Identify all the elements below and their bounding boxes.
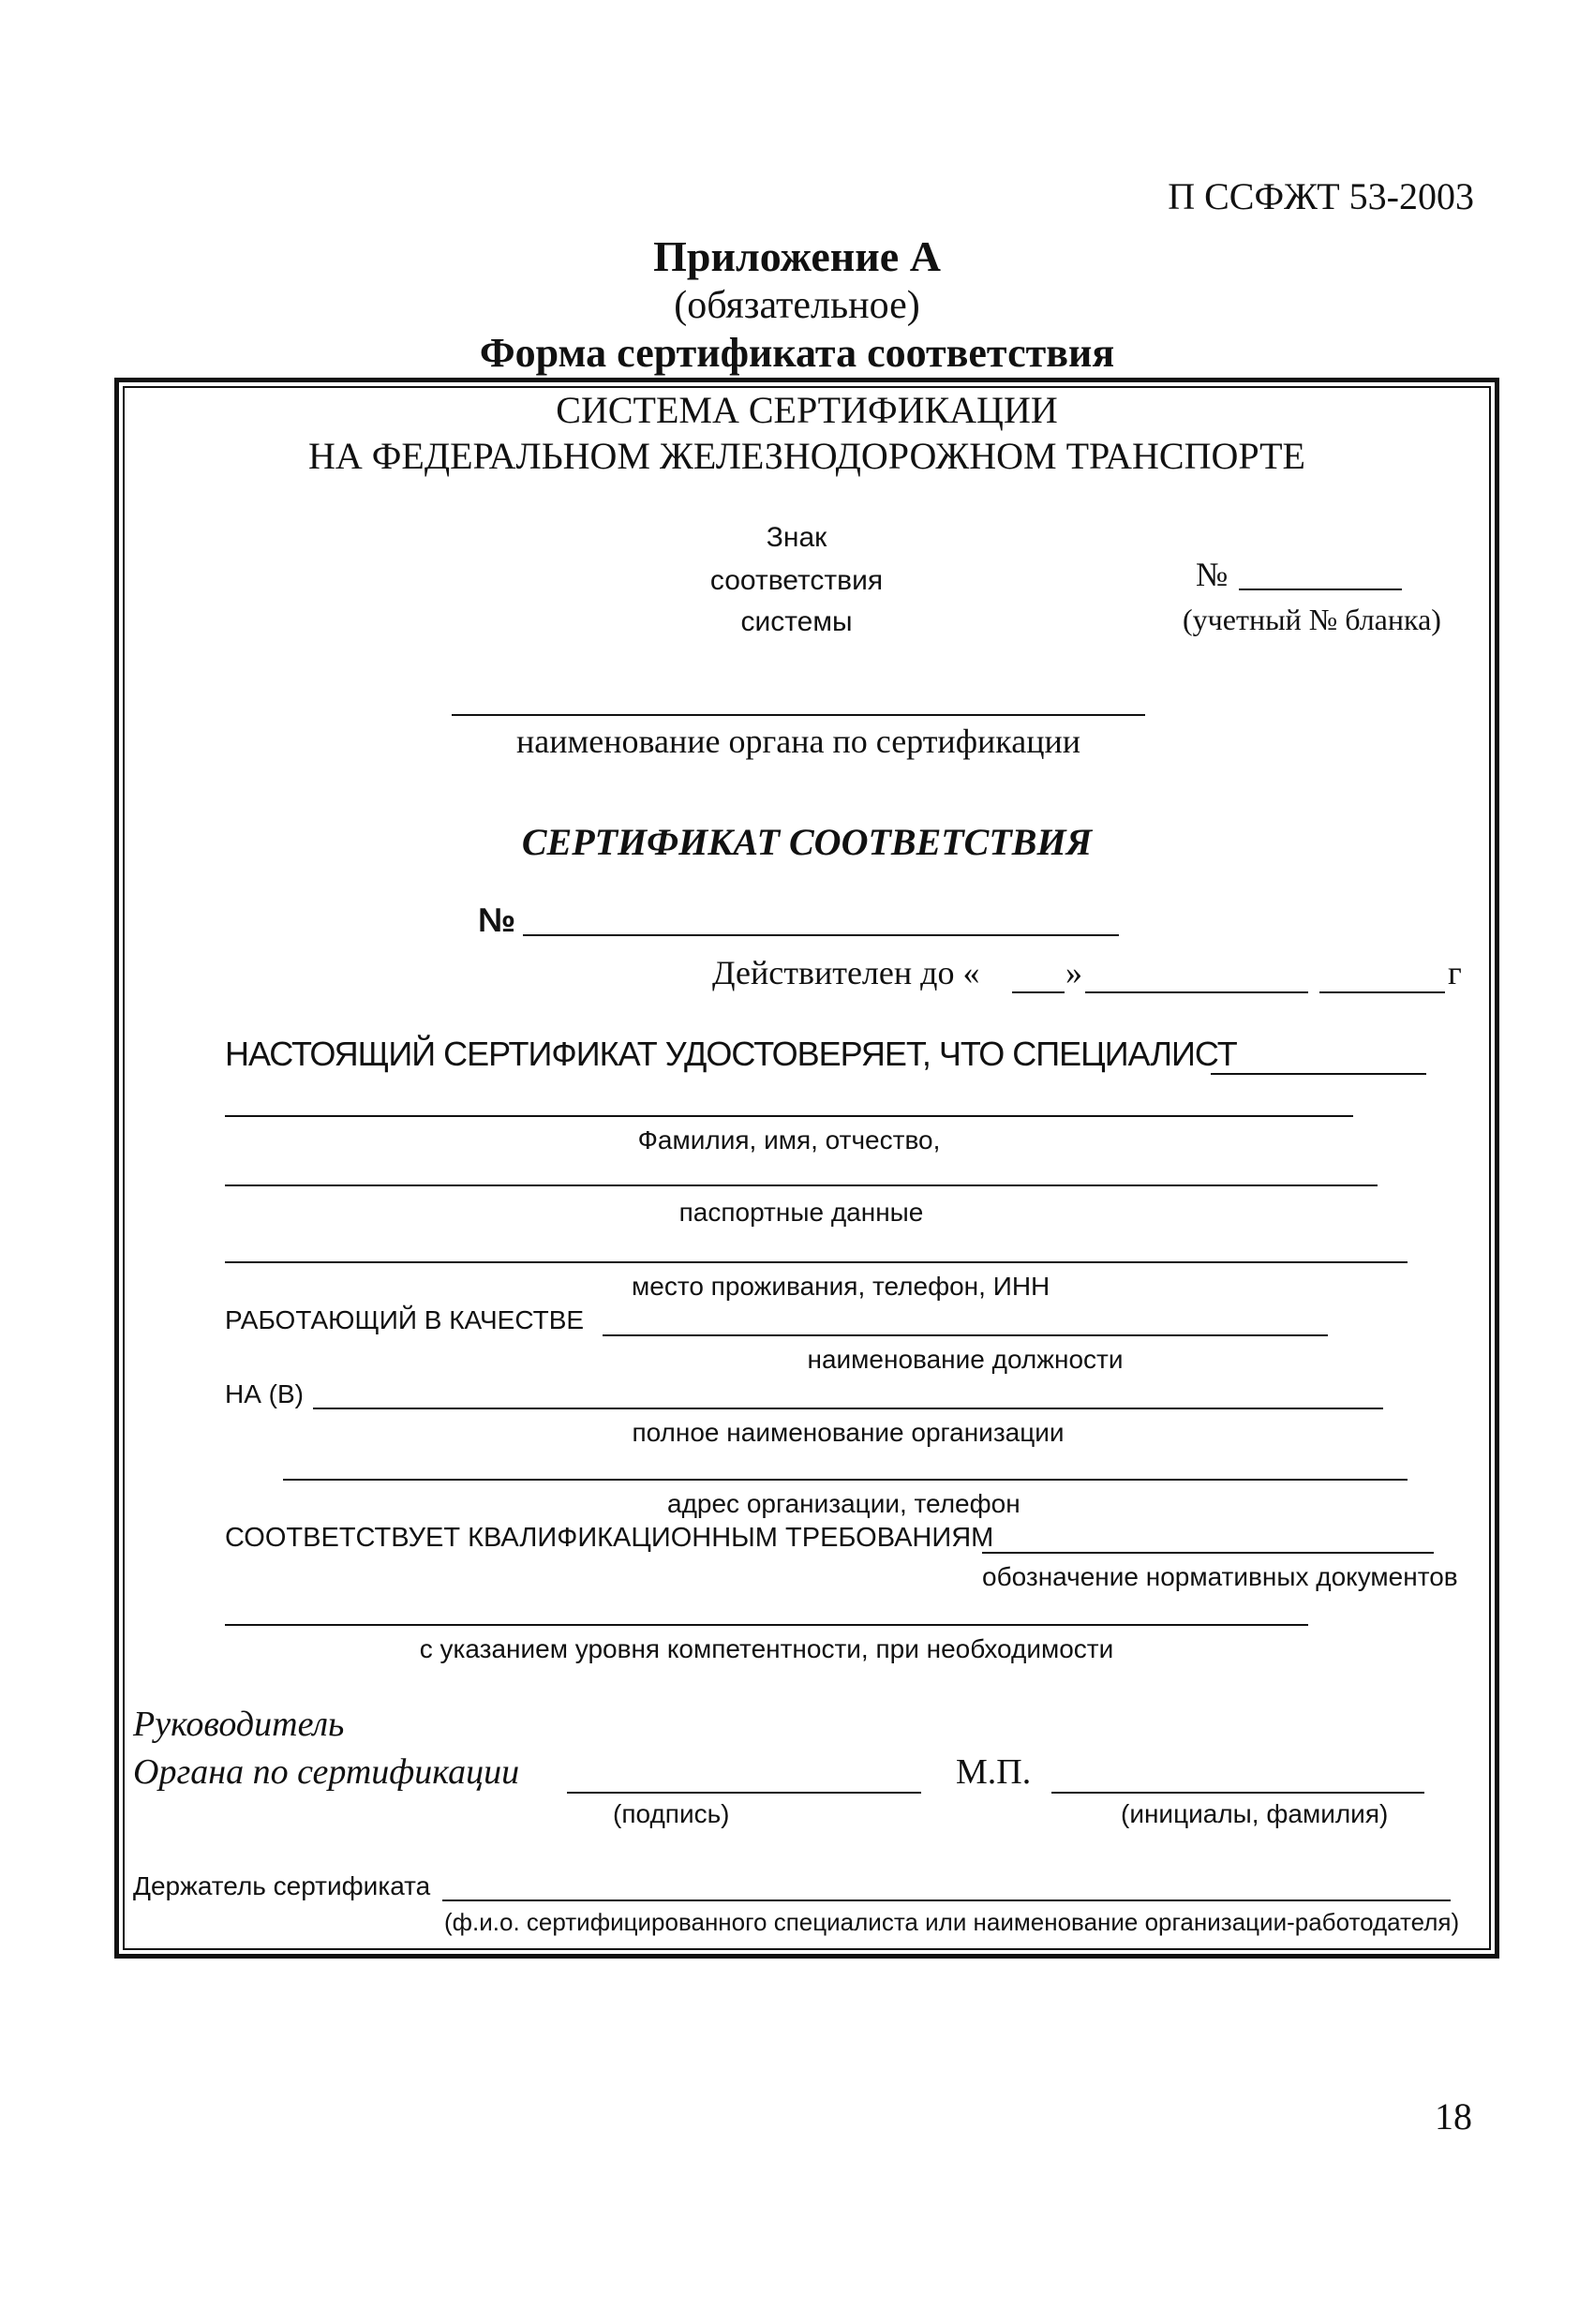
system-title-line2: НА ФЕДЕРАЛЬНОМ ЖЕЛЕЗНОДОРОЖНОМ ТРАНСПОРТЕ	[308, 435, 1305, 477]
valid-year-field[interactable]	[1319, 991, 1445, 993]
competence-field[interactable]	[225, 1624, 1308, 1626]
norm-docs-field[interactable]	[982, 1552, 1434, 1554]
form-title: Форма сертификата соответствия	[479, 330, 1115, 376]
specialist-fio-field[interactable]	[225, 1115, 1353, 1117]
valid-day-field[interactable]	[1012, 991, 1065, 993]
mark-label-line2: соответствия	[709, 565, 884, 596]
valid-until-label: Действителен до «	[712, 954, 980, 991]
blank-number-prefix: №	[1196, 556, 1229, 593]
passport-caption: паспортные данные	[678, 1198, 924, 1227]
head-label-line2: Органа по сертификации	[133, 1752, 520, 1792]
head-label-line1: Руководитель	[133, 1705, 345, 1744]
norm-docs-caption: обозначение нормативных документов	[982, 1562, 1458, 1591]
system-title-line1: СИСТЕМА СЕРТИФИКАЦИИ	[556, 389, 1058, 431]
complies-statement: СООТВЕТСТВУЕТ КВАЛИФИКАЦИОННЫМ ТРЕБОВАНИЯМ	[225, 1523, 994, 1553]
valid-quote-close: »	[1065, 954, 1082, 991]
at-org-label: НА (В)	[225, 1379, 304, 1408]
signature-field[interactable]	[567, 1792, 921, 1794]
passport-field[interactable]	[225, 1184, 1378, 1186]
initials-caption: (инициалы, фамилия)	[1121, 1799, 1389, 1828]
certificate-title: СЕРТИФИКАТ СООТВЕТСТВИЯ	[521, 821, 1093, 863]
residence-field[interactable]	[225, 1261, 1408, 1263]
signature-caption: (подпись)	[613, 1799, 730, 1828]
blank-number-field[interactable]	[1239, 588, 1402, 590]
fio-caption: Фамилия, имя, отчество,	[637, 1125, 941, 1155]
certification-body-field[interactable]	[452, 714, 1145, 716]
document-code: П ССФЖТ 53-2003	[1168, 175, 1474, 217]
mark-label-line3: системы	[740, 606, 853, 637]
position-field[interactable]	[603, 1334, 1328, 1336]
blank-number-caption: (учетный № бланка)	[1183, 603, 1441, 636]
competence-caption: с указанием уровня компетентности, при необходимости	[419, 1634, 1114, 1663]
initials-field[interactable]	[1051, 1792, 1424, 1794]
holder-field[interactable]	[442, 1899, 1451, 1901]
valid-month-field[interactable]	[1085, 991, 1308, 993]
working-as-label: РАБОТАЮЩИЙ В КАЧЕСТВЕ	[225, 1305, 585, 1334]
organization-field[interactable]	[313, 1408, 1383, 1409]
page-number: 18	[1435, 2095, 1472, 2138]
holder-caption: (ф.и.о. сертифицированного специалиста или наименование организации-работодателя)	[444, 1908, 1460, 1936]
certificate-number-field[interactable]	[523, 934, 1119, 936]
org-address-caption: адрес организации, телефон	[667, 1489, 1020, 1518]
certification-body-caption: наименование органа по сертификации	[515, 723, 1081, 760]
stamp-label: М.П.	[956, 1752, 1032, 1792]
position-caption: наименование должности	[807, 1345, 1124, 1374]
valid-year-suffix: г	[1448, 954, 1462, 991]
specialist-field-inline[interactable]	[1211, 1073, 1426, 1075]
appendix-title: Приложение А	[653, 232, 941, 280]
holder-label: Держатель сертификата	[133, 1871, 431, 1900]
mark-label-line1: Знак	[766, 522, 827, 553]
certifies-statement: НАСТОЯЩИЙ СЕРТИФИКАТ УДОСТОВЕРЯЕТ, ЧТО СПЕЦИАЛИСТ	[225, 1035, 1237, 1073]
org-address-field[interactable]	[283, 1479, 1408, 1481]
residence-caption: место проживания, телефон, ИНН	[632, 1272, 1050, 1301]
organization-caption: полное наименование организации	[632, 1418, 1065, 1447]
certificate-number-prefix: №	[478, 901, 516, 939]
appendix-status: (обязательное)	[674, 284, 920, 327]
